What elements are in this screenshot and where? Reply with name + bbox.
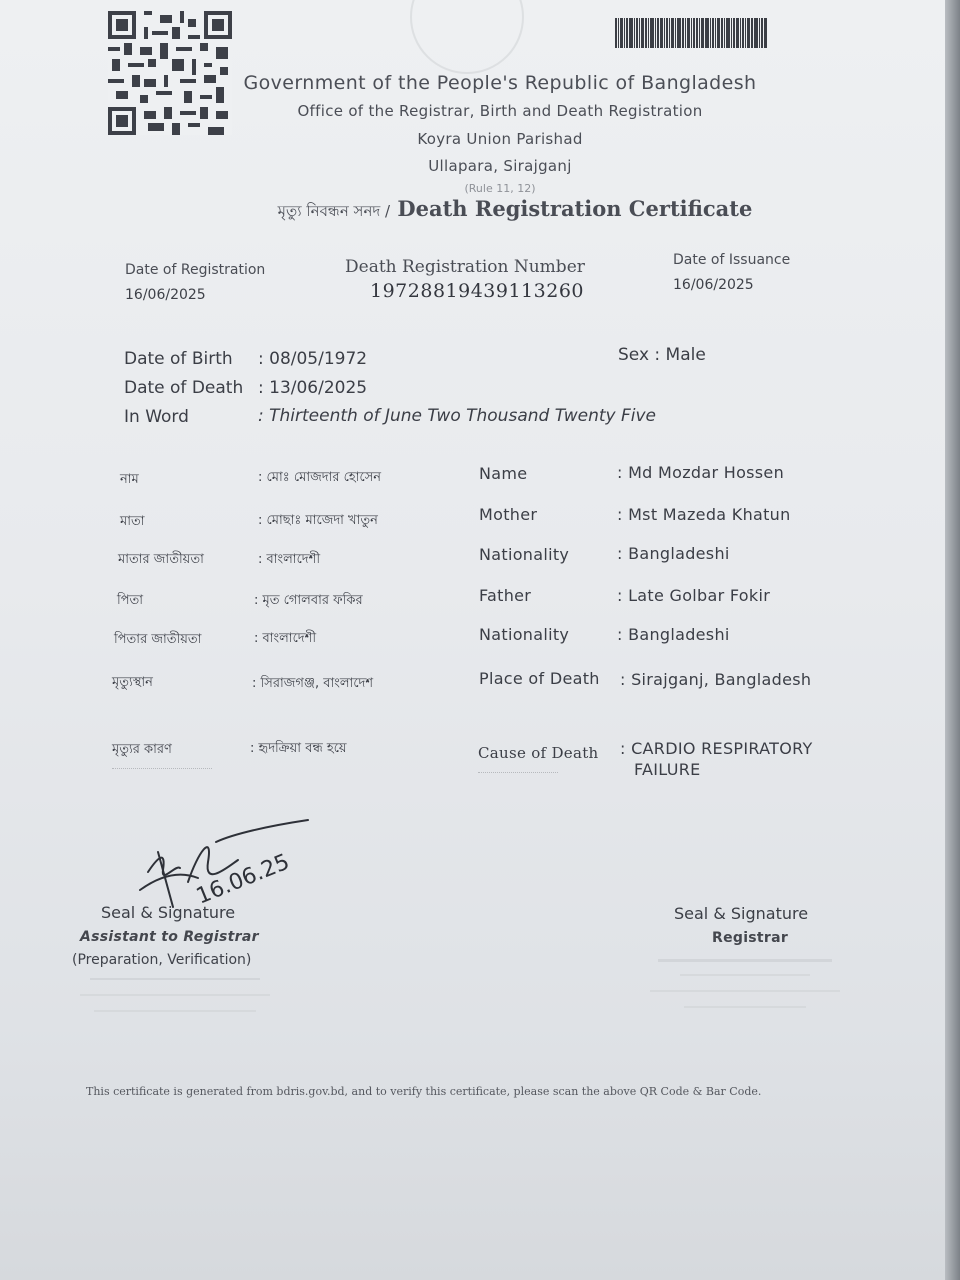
name-value: : Md Mozdar Hossen (617, 463, 785, 482)
registration-date-value: 16/06/2025 (125, 287, 206, 303)
handwritten-signature (118, 812, 318, 912)
bn-place-of-death-label: মৃত্যুস্থান (112, 675, 153, 690)
bn-mother-label: মাতা (120, 514, 145, 529)
bn-name-label: নাম (120, 472, 139, 487)
registration-number-label: Death Registration Number (345, 257, 585, 277)
bn-mother-value: : মোছাঃ মাজেদা খাতুন (258, 513, 378, 528)
right-signature-role: Registrar (712, 930, 789, 946)
registration-date-label: Date of Registration (125, 262, 266, 278)
page-edge-shadow (945, 0, 960, 1280)
sex-field: Sex : Male (618, 345, 706, 365)
mother-nationality-label: Nationality (479, 545, 570, 564)
cause-of-death-value-line1: : CARDIO RESPIRATORY (620, 739, 813, 758)
header-location: Ullapara, Sirajganj (428, 157, 572, 175)
bn-cause-sublabel-faint (112, 768, 212, 775)
title-english: Death Registration Certificate (397, 196, 753, 221)
header-rule: (Rule 11, 12) (464, 182, 536, 195)
birth-date-label: Date of Birth (124, 349, 233, 369)
header-government: Government of the People's Republic of Bangladesh (243, 72, 757, 94)
barcode-icon (615, 18, 833, 48)
registration-number-value: 19728819439113260 (370, 280, 585, 302)
bn-cause-of-death-value: : হৃদক্রিয়া বন্ধ হয়ে (250, 741, 347, 756)
issuance-date-label: Date of Issuance (673, 252, 791, 268)
bn-place-of-death-value: : সিরাজগঞ্জ, বাংলাদেশ (252, 676, 374, 691)
mother-value: : Mst Mazeda Khatun (617, 505, 791, 524)
bn-mother-nationality-value: : বাংলাদেশী (258, 552, 321, 567)
in-word-label: In Word (124, 407, 189, 427)
bn-mother-nationality-label: মাতার জাতীয়তা (118, 552, 204, 567)
bn-cause-of-death-label: মৃত্যুর কারণ (112, 742, 172, 757)
birth-date-value: : 08/05/1972 (258, 349, 368, 369)
place-of-death-value: : Sirajganj, Bangladesh (620, 670, 812, 689)
right-faded-stamp (650, 955, 840, 1045)
bn-father-nationality-value: : বাংলাদেশী (254, 631, 317, 646)
bn-father-label: পিতা (117, 593, 144, 608)
title-bengali: মৃত্যু নিবন্ধন সনদ / (277, 202, 391, 220)
bn-father-nationality-label: পিতার জাতীয়তা (114, 632, 202, 647)
left-faded-stamp (80, 972, 270, 1050)
cause-sublabel-faint (478, 772, 558, 779)
name-label: Name (479, 464, 528, 483)
handwritten-date: 16.06.25 (192, 849, 294, 910)
place-of-death-label: Place of Death (479, 669, 600, 688)
mother-nationality-value: : Bangladeshi (617, 544, 730, 563)
cause-of-death-value-line2: FAILURE (634, 760, 701, 779)
issuance-date-value: 16/06/2025 (673, 277, 754, 293)
header-office: Office of the Registrar, Birth and Death Registration (297, 102, 703, 120)
father-value: : Late Golbar Fokir (617, 586, 771, 605)
bn-father-value: : মৃত গোলবার ফকির (254, 593, 363, 608)
header-union: Koyra Union Parishad (417, 130, 583, 148)
death-date-label: Date of Death (124, 378, 244, 398)
right-seal-signature-title: Seal & Signature (674, 904, 809, 923)
father-nationality-value: : Bangladeshi (617, 625, 730, 644)
bn-name-value: : মোঃ মোজদার হোসেন (258, 470, 382, 485)
government-emblem (410, 0, 524, 74)
cause-of-death-label: Cause of Death (478, 744, 599, 762)
father-label: Father (479, 586, 532, 605)
left-signature-sub: (Preparation, Verification) (72, 952, 252, 968)
death-date-value: : 13/06/2025 (258, 378, 368, 398)
in-word-value: : Thirteenth of June Two Thousand Twenty Five (258, 406, 656, 426)
footer-note: This certificate is generated from bdris.gov.bd, and to verify this certificate, please scan the above QR Code & Bar Code. (86, 1085, 762, 1098)
left-signature-role: Assistant to Registrar (80, 929, 259, 945)
left-seal-signature-title: Seal & Signature (101, 903, 236, 922)
certificate-title (0, 196, 960, 225)
mother-label: Mother (479, 505, 538, 524)
father-nationality-label: Nationality (479, 625, 570, 644)
